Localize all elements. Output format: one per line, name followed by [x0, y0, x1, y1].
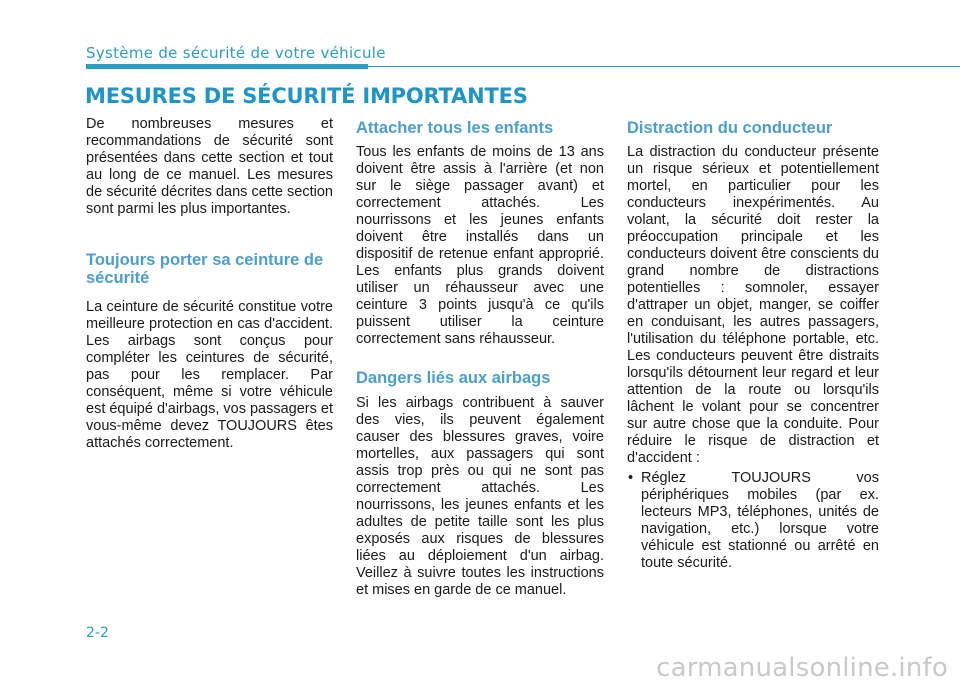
distraction-heading: Distraction du conducteur [627, 119, 833, 137]
airbag-paragraph: Si les airbags contribuent à sauver des vies, ils peuvent également causer des blessures graves, voire mortelles, aux passagers qui sont assis trop près ou qui ne sont pas correctement attachés. Les nourrissons, les jeunes enfants et les adultes de petite taille sont les plus exposés aux risques de blessures liées au déploiement d'un airbag. Veillez à suivre toutes les instructions et mises en garde de ce manuel. [356, 395, 604, 598]
column-1 [86, 116, 333, 452]
header-rule-thin [368, 66, 960, 67]
seatbelt-paragraph: La ceinture de sécurité constitue votre meilleure protection en cas d'accident. Les airbags sont conçus pour compléter les ceintures de sécurité, pas pour les remplacer. Par conséquent, même si votre véhicule est équipé d'airbags, vos passagers et vous-même devez TOUJOURS êtes attachés correctement. [86, 299, 334, 451]
airbag-heading: Dangers liés aux airbags [356, 369, 551, 387]
children-paragraph: Tous les enfants de moins de 13 ans doivent être assis à l'arrière (et non sur le siège passager avant) et correctement attachés. Les nourrissons et les jeunes enfants doivent être installés dans un dispositif de retenue enfant approprié. Les enfants plus grands doivent utiliser un réhausseur avec une ceinture 3 points jusqu'à ce qu'ils puissent utiliser la ceinture correctement sans réhausseur. [356, 144, 604, 347]
column-2 [356, 116, 604, 599]
section-header-title: Système de sécurité de votre véhicule [86, 44, 386, 62]
page-number: 2-2 [86, 625, 109, 641]
column-3 [627, 116, 879, 572]
children-heading: Attacher tous les enfants [356, 119, 554, 137]
intro-paragraph: De nombreuses mesures et recommandations de sécurité sont présentées dans cette section et tout au long de ce manuel. Les mesures de sécurité décrites dans cette section sont parmi les plus importantes. [86, 116, 333, 217]
distraction-bullet-list [627, 470, 879, 572]
distraction-paragraph: La distraction du conducteur présente un risque sérieux et potentiellement mortel, en particulier pour les conducteurs inexpérimentés. Au volant, la sécurité doit rester la préoccupation principale et les conducteurs doivent être conscients du grand nombre de distractions potentielles : somnoler, essayer d'attraper un objet, manger, se coiffer en conduisant, les autres passagers, l'utilisation du téléphone portable, etc. Les conducteurs peuvent être distraits lorsqu'ils détournent leur regard et leur attention de la route ou lorsqu'ils lâchent le volant pour se concentrer sur autre chose que la conduite. Pour réduire le risque de distraction et d'accident : [627, 144, 879, 466]
watermark: carmanualsonline.info [656, 653, 948, 683]
page-title: MESURES DE SÉCURITÉ IMPORTANTES [85, 84, 528, 108]
header-rule-thick [86, 64, 368, 69]
list-item: • Réglez TOUJOURS vos périphériques mobiles (par ex. lecteurs MP3, téléphones, unités de navigation, etc.) lorsque votre véhicule est stationné ou arrêté en toute sécurité. [627, 470, 879, 572]
seatbelt-heading: Toujours porter sa ceinture de sécurité [86, 251, 324, 287]
